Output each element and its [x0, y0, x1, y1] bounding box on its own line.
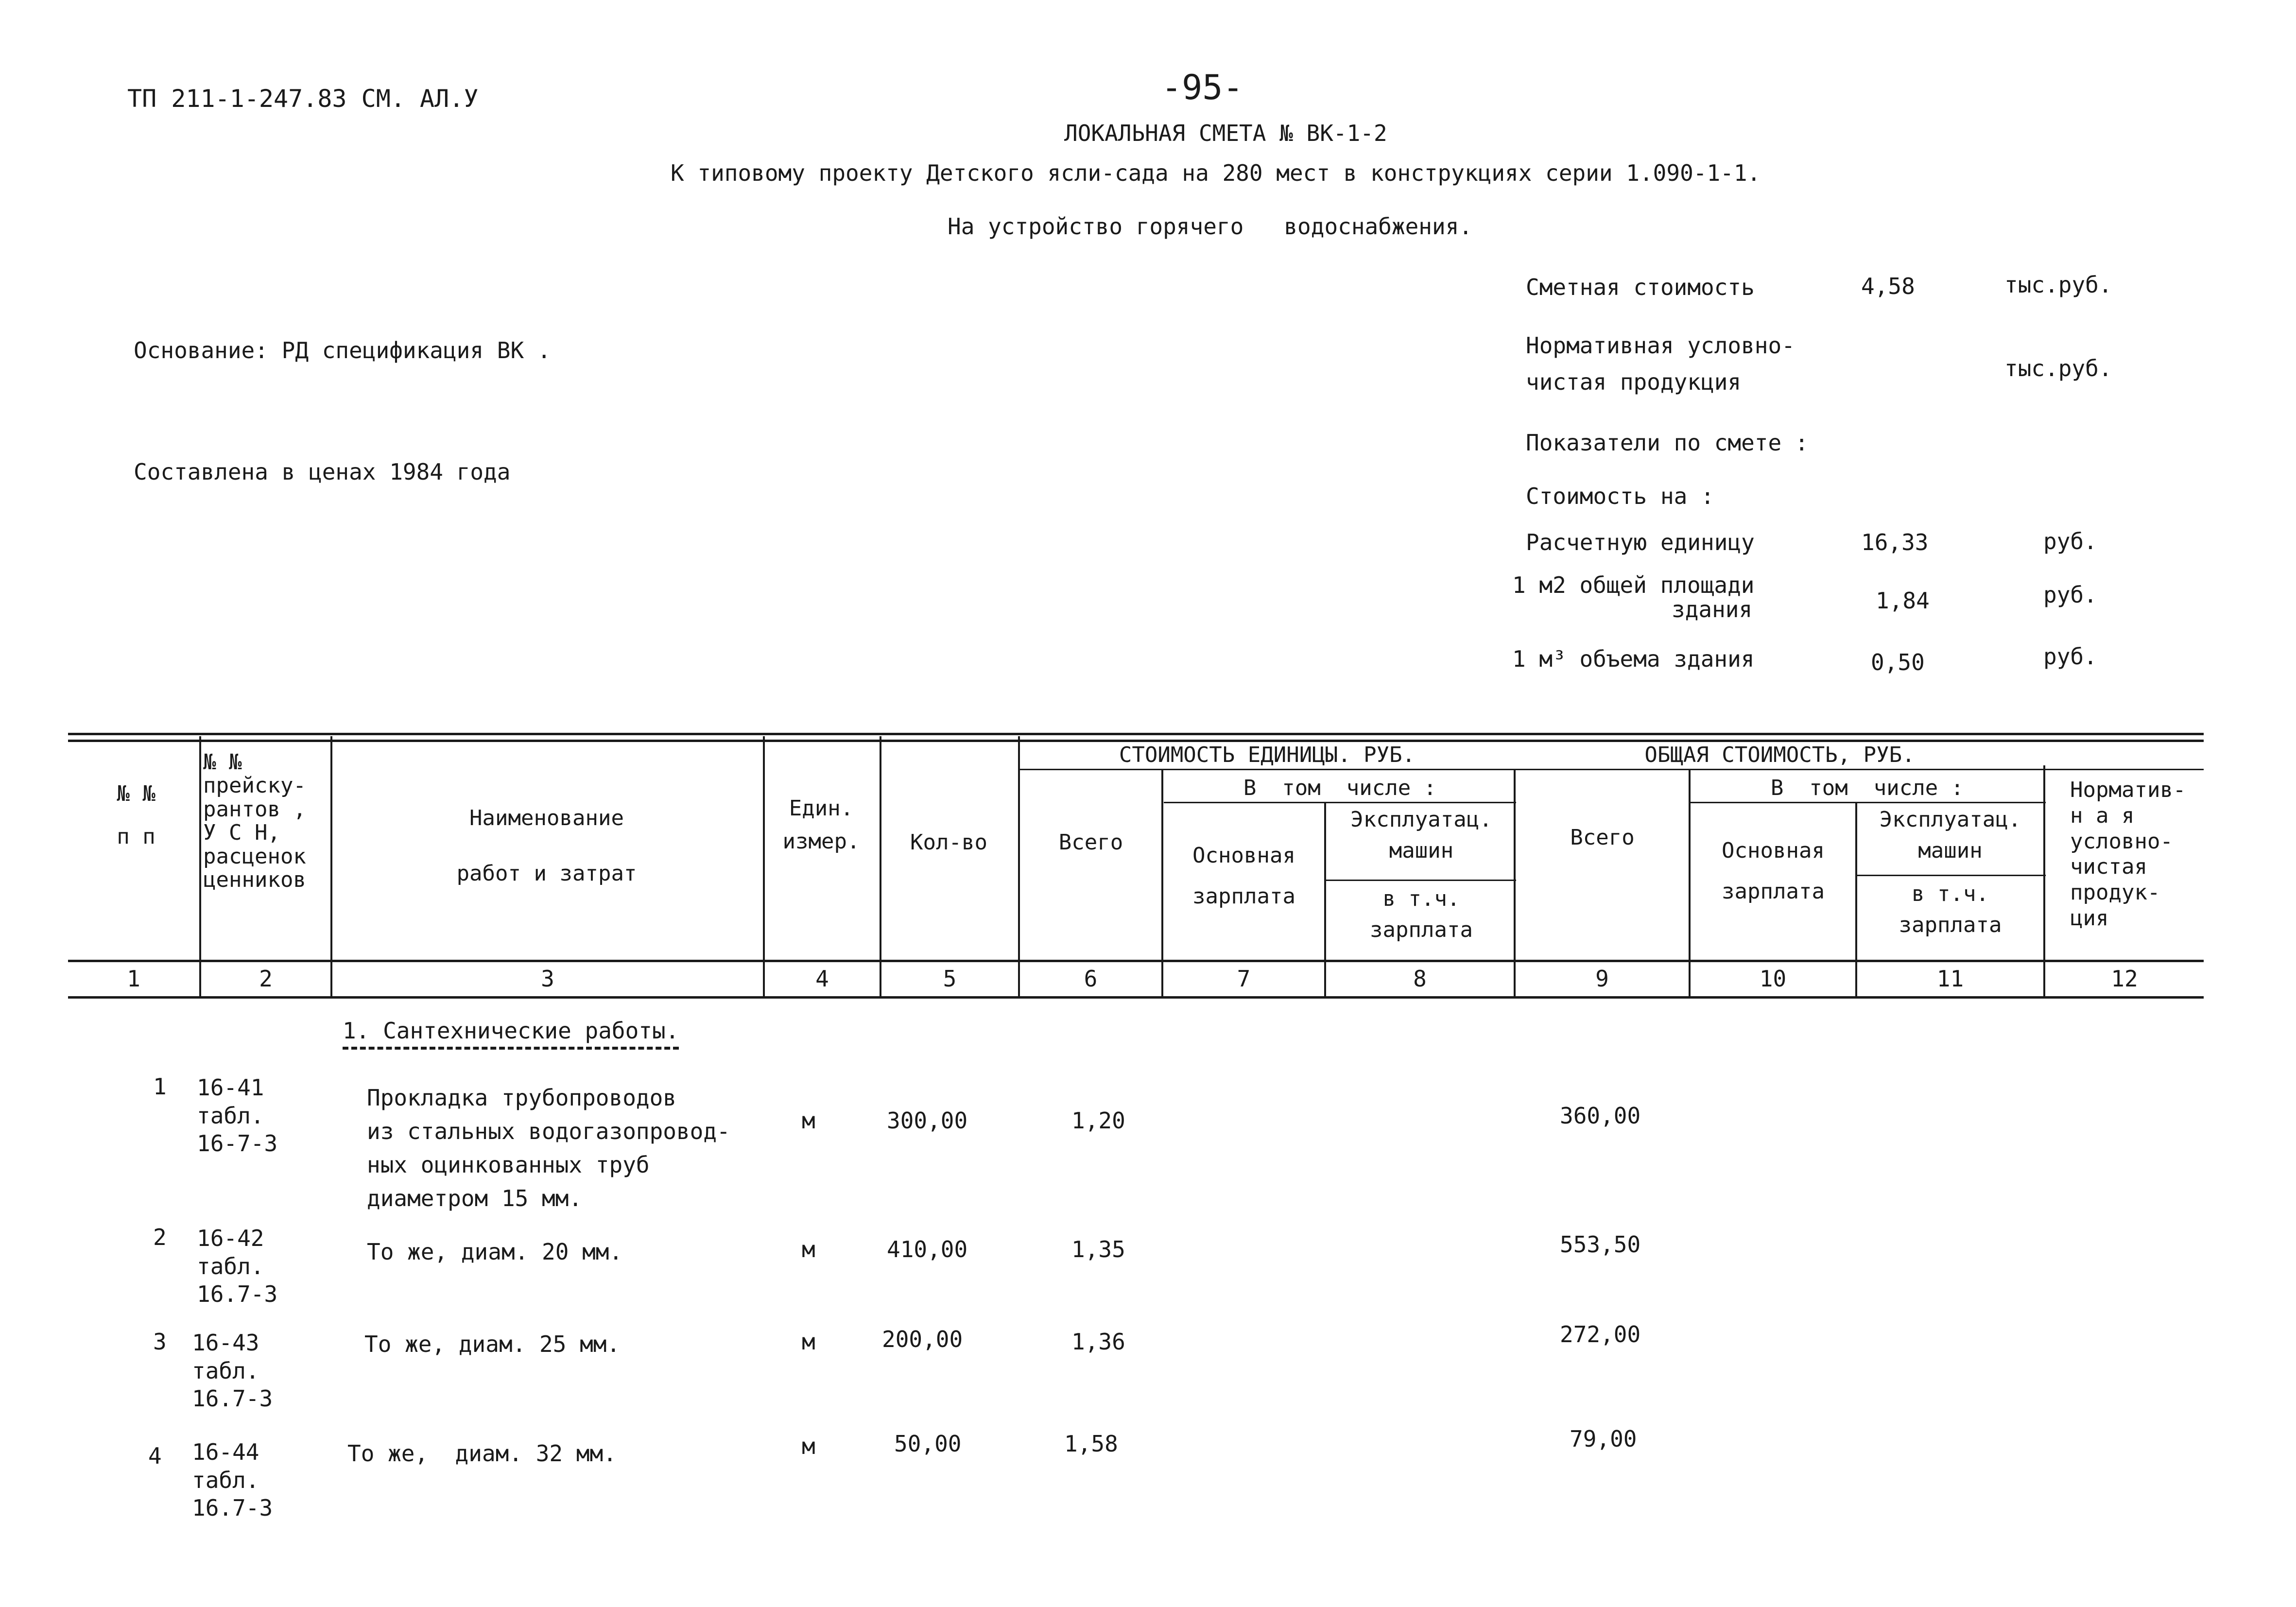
header-col-4: Един. измер. [782, 796, 860, 854]
row-number: 4 [148, 1443, 162, 1469]
volume-cost-unit: руб. [2043, 643, 2097, 670]
row-quantity: 200,00 [882, 1326, 963, 1352]
row-number: 3 [153, 1329, 167, 1355]
unit-cost-label: Расчетную единицу [1526, 529, 1755, 555]
row-price-code: 16-41 табл. 16-7-3 [197, 1074, 278, 1157]
prices-year-text: Составлена в ценах 1984 года [134, 459, 511, 485]
header-unit-cost-title: СТОИМОСТЬ ЕДИНИЦЫ. РУБ. [1119, 743, 1416, 767]
volume-cost-value: 0,50 [1871, 649, 1925, 675]
header-col-12: Норматив- н а я условно- чистая продук- ция [2070, 778, 2186, 931]
header-col-8-top: Эксплуатац. машин [1350, 807, 1492, 863]
column-number: 8 [1413, 966, 1427, 992]
header-col-11-bottom: в т.ч. зарплата [1899, 881, 2002, 937]
section-title [343, 1018, 679, 1044]
row-total: 553,50 [1560, 1231, 1641, 1258]
row-total: 79,00 [1570, 1426, 1637, 1452]
row-quantity: 50,00 [894, 1431, 962, 1457]
total-machines-rule [1856, 875, 2046, 876]
basis-text: Основание: РД спецификация ВК . [134, 337, 551, 363]
row-quantity: 410,00 [887, 1236, 968, 1262]
col-divider-2 [330, 736, 332, 997]
header-col-2: № № прейску- рантов , У С Н, расценок ценников [203, 750, 306, 892]
row-unit-price: 1,36 [1071, 1329, 1125, 1355]
row-unit-price: 1,58 [1064, 1431, 1118, 1457]
normative-label-line1: Нормативная условно- [1526, 332, 1795, 359]
header-unit-including: В том числе : [1243, 776, 1437, 800]
unit-cost-unit: руб. [2043, 528, 2097, 554]
header-col-9: Всего [1570, 825, 1635, 850]
column-number: 12 [2111, 966, 2138, 992]
column-number: 7 [1237, 966, 1251, 992]
column-number: 1 [127, 966, 140, 992]
row-work-name: Прокладка трубопроводов из стальных водогазопровод- ных оцинкованных труб диаметром 15 мм. [367, 1085, 730, 1211]
header-total-cost-title: ОБЩАЯ СТОИМОСТЬ, РУБ. [1644, 743, 1915, 767]
row-work-name: То же, диам. 25 мм. [364, 1331, 621, 1357]
normative-label-line2: чистая продукция [1526, 369, 1742, 395]
header-col-10: Основная зарплата [1722, 838, 1825, 904]
row-total: 360,00 [1560, 1103, 1641, 1129]
normative-unit: тыс.руб. [2004, 355, 2112, 381]
row-number: 2 [153, 1224, 167, 1250]
header-bottom-rule [68, 960, 2204, 962]
col-divider-1 [199, 736, 201, 997]
row-total: 272,00 [1560, 1321, 1641, 1348]
row-price-code: 16-43 табл. 16.7-3 [192, 1330, 273, 1412]
column-number: 10 [1759, 966, 1787, 992]
cost-per-label: Стоимость на : [1526, 483, 1714, 509]
row-unit: м [802, 1107, 815, 1134]
column-number: 6 [1084, 966, 1098, 992]
table-top-rule [68, 733, 2204, 735]
column-number: 11 [1936, 966, 1964, 992]
unit-machines-rule [1324, 880, 1516, 881]
estimate-title: ЛОКАЛЬНАЯ СМЕТА № ВК-1-2 [1064, 120, 1387, 146]
header-col-3: Наименование работ и затрат [456, 806, 637, 886]
column-number: 9 [1595, 966, 1609, 992]
header-col-11-top: Эксплуатац. машин [1879, 807, 2021, 863]
indicators-label: Показатели по смете : [1526, 430, 1809, 456]
area-cost-unit: руб. [2043, 582, 2097, 608]
column-number: 2 [259, 966, 273, 992]
column-number: 5 [943, 966, 957, 992]
row-number: 1 [153, 1073, 167, 1100]
col-divider-5 [1018, 736, 1020, 997]
row-price-code: 16-44 табл. 16.7-3 [192, 1439, 273, 1521]
col-divider-4 [880, 736, 881, 997]
row-work-name: То же, диам. 20 мм. [367, 1239, 623, 1265]
row-price-code: 16-42 табл. 16.7-3 [197, 1225, 278, 1307]
header-total-including: В том числе : [1770, 776, 1964, 800]
row-unit: м [802, 1236, 815, 1262]
header-col-8-bottom: в т.ч. зарплата [1370, 886, 1473, 942]
column-number: 4 [815, 966, 829, 992]
col-divider-11 [2043, 765, 2045, 997]
estimated-cost-label: Сметная стоимость [1526, 274, 1755, 300]
column-numbers-rule [68, 996, 2204, 999]
header-col-1: № № п п [117, 781, 155, 849]
row-unit-price: 1,35 [1071, 1236, 1125, 1262]
area-cost-value: 1,84 [1876, 588, 1930, 614]
col-divider-6 [1161, 770, 1163, 997]
volume-cost-label: 1 м³ объема здания [1512, 646, 1755, 672]
column-number: 3 [541, 966, 554, 992]
area-cost-label-line1: 1 м2 общей площади [1512, 572, 1755, 598]
col-divider-3 [763, 736, 765, 997]
row-quantity: 300,00 [887, 1107, 968, 1134]
section-title-text: 1. Сантехнические работы. [343, 1018, 679, 1050]
estimated-cost-unit: тыс.руб. [2004, 272, 2112, 298]
area-cost-label-line2: здания [1672, 596, 1753, 622]
estimated-cost-value: 4,58 [1861, 273, 1915, 299]
row-unit: м [802, 1329, 815, 1355]
row-unit: м [802, 1433, 815, 1459]
document-code: ТП 211-1-247.83 СМ. АЛ.У [127, 85, 479, 113]
row-unit-price: 1,20 [1071, 1107, 1125, 1134]
header-col-6: Всего [1058, 830, 1123, 855]
col-divider-9 [1689, 770, 1691, 997]
header-col-7: Основная зарплата [1192, 843, 1295, 909]
header-col-5: Кол-во [910, 830, 987, 855]
estimate-subtitle: К типовому проекту Детского ясли-сада на 280 мест в конструкциях серии 1.090-1-1. [671, 160, 1761, 186]
unit-cost-value: 16,33 [1861, 529, 1929, 555]
row-work-name: То же, диам. 32 мм. [347, 1440, 617, 1467]
page-number: -95- [1161, 68, 1243, 107]
estimate-purpose: На устройство горячего водоснабжения. [948, 213, 1473, 240]
